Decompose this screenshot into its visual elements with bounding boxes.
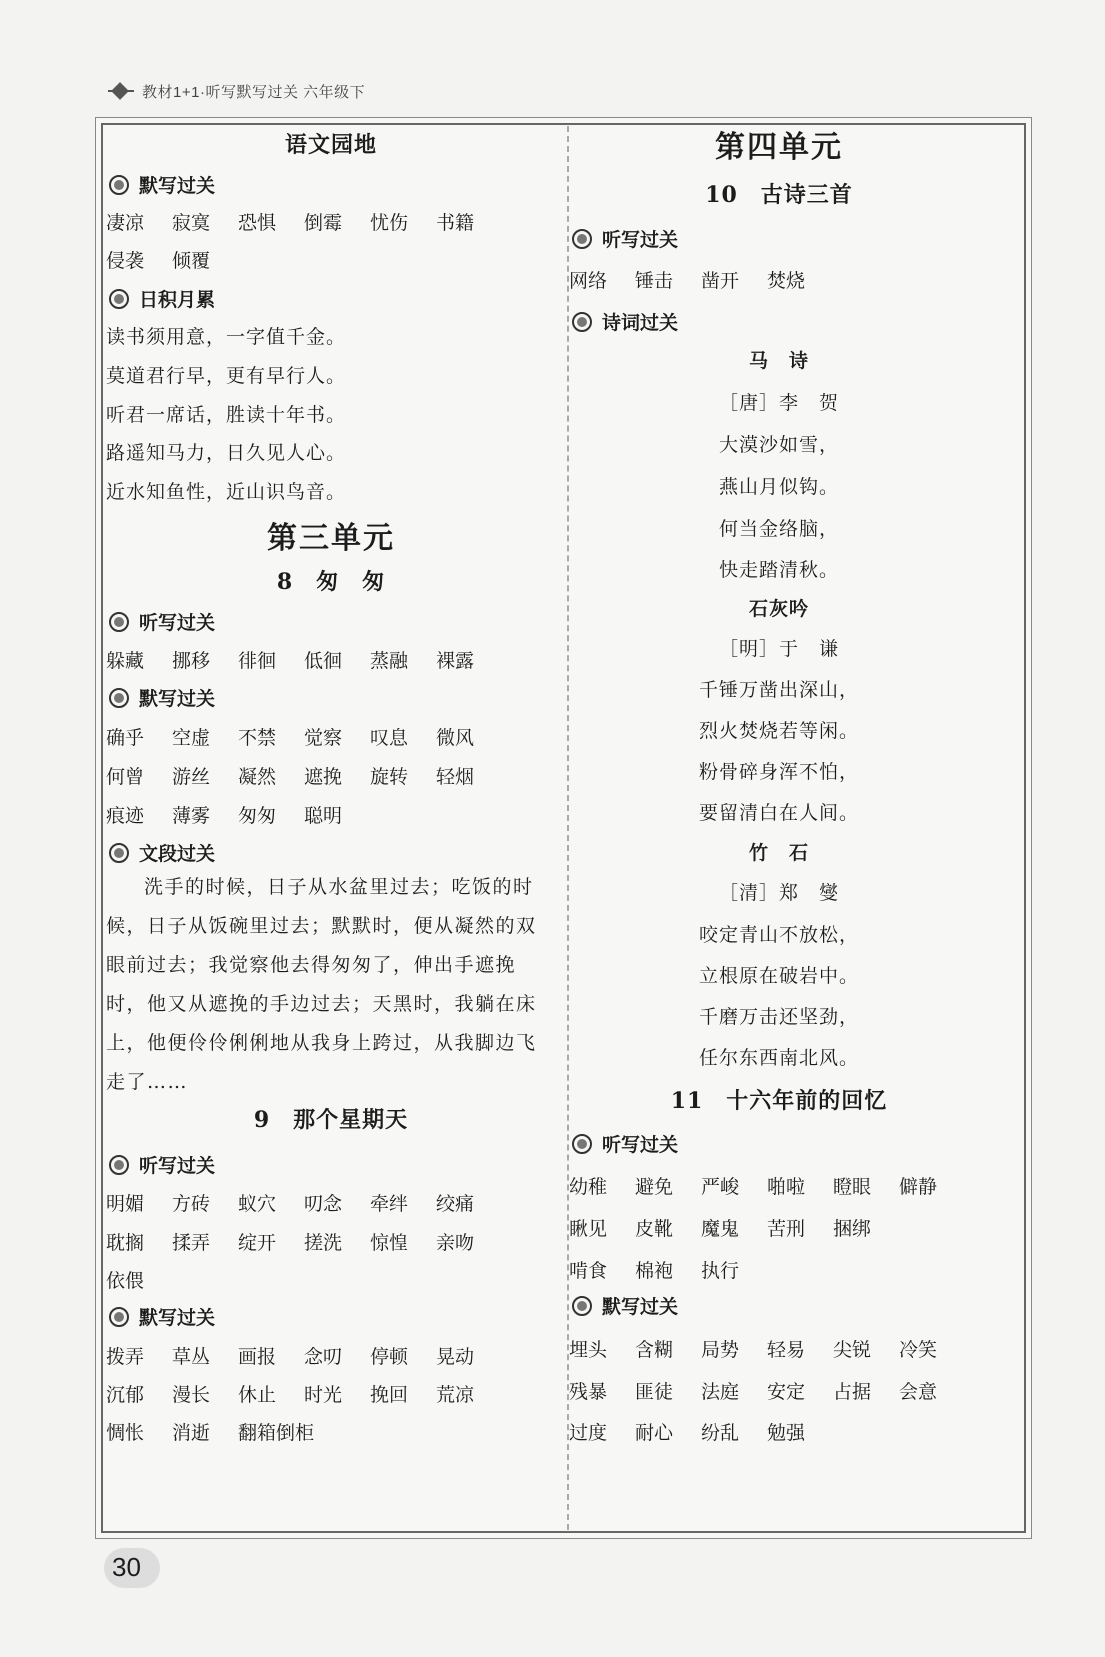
word-list: [106, 208, 556, 235]
vocab-word: 叹息: [370, 727, 409, 749]
heading-moxie: 默写过关: [109, 171, 215, 198]
vocab-word: 躲藏: [106, 650, 145, 672]
vocab-word: 绽开: [238, 1232, 277, 1254]
proverb-line: 近水知鱼性，近山识鸟音。: [106, 481, 347, 503]
poem-title: 竹 石: [748, 842, 809, 864]
word-list: [106, 723, 556, 750]
vocab-word: 冷笑: [899, 1339, 938, 1361]
poem-title: 石灰吟: [748, 598, 809, 620]
poem-author: ［明］于 谦: [718, 638, 839, 660]
vocab-word: 寂寞: [172, 212, 211, 234]
word-list: [106, 1380, 556, 1407]
vocab-word: 惆怅: [106, 1422, 145, 1444]
vocab-word: 空虚: [172, 727, 211, 749]
vocab-word: 法庭: [701, 1381, 740, 1403]
vocab-word: 消逝: [172, 1422, 211, 1444]
bullet-icon: [109, 1155, 129, 1175]
word-list: [569, 1214, 1019, 1241]
vocab-word: 轻易: [767, 1339, 806, 1361]
vocab-word: 耐心: [635, 1422, 674, 1444]
heading-moxie: 默写过关: [109, 684, 215, 711]
vocab-word: 瞅见: [569, 1218, 608, 1240]
poem-line: 任尔东西南北风。: [698, 1047, 859, 1069]
vocab-word: 埋头: [569, 1339, 608, 1361]
vocab-word: 轻烟: [436, 766, 475, 788]
bullet-icon: [109, 1307, 129, 1327]
vocab-word: 方砖: [172, 1193, 211, 1215]
word-list: [569, 1335, 1019, 1362]
word-list: [569, 266, 1019, 293]
word-list: [569, 1377, 1019, 1404]
vocab-word: 啪啦: [767, 1176, 806, 1198]
bullet-icon: [572, 229, 592, 249]
vocab-word: 纷乱: [701, 1422, 740, 1444]
passage: 洗手的时候，日子从水盆里过去；吃饭的时候，日子从饭碗里过去；默默时，便从凝然的双眼前过去；我觉察他去得匆匆了，伸出手遮挽时，他又从遮挽的手边过去；天黑时，我躺在床上，他便伶伶俐俐地从我身上跨过，从我脚边飞走了……: [106, 876, 537, 1093]
heading-tingxie: 听写过关: [572, 1130, 678, 1157]
vocab-word: 亲吻: [436, 1232, 475, 1254]
vocab-word: 安定: [767, 1381, 806, 1403]
vocab-word: 残暴: [569, 1381, 608, 1403]
lesson-title: 10 古诗三首: [705, 182, 853, 208]
vocab-word: 休止: [238, 1384, 277, 1406]
vocab-word: 觉察: [304, 727, 343, 749]
bullet-icon: [109, 175, 129, 195]
vocab-word: 惊惶: [370, 1232, 409, 1254]
poem-line: 何当金络脑，: [718, 518, 839, 540]
word-list: [569, 1172, 1019, 1199]
vocab-word: 避免: [635, 1176, 674, 1198]
word-list: [569, 1418, 1019, 1445]
heading-riji: 日积月累: [109, 285, 215, 312]
poem-line: 燕山月似钩。: [718, 476, 839, 498]
poem-line: 要留清白在人间。: [698, 802, 859, 824]
vocab-word: 严峻: [701, 1176, 740, 1198]
proverb-line: 听君一席话，胜读十年书。: [106, 404, 347, 426]
vocab-word: 痕迹: [106, 805, 145, 827]
word-list: [106, 1189, 556, 1216]
vocab-word: 停顿: [370, 1346, 409, 1368]
vocab-word: 挽回: [370, 1384, 409, 1406]
bullet-icon: [109, 843, 129, 863]
poem-line: 大漠沙如雪，: [718, 434, 839, 456]
vocab-word: 沉郁: [106, 1384, 145, 1406]
vocab-word: 遮挽: [304, 766, 343, 788]
heading-wenduan: 文段过关: [109, 839, 215, 866]
section-title-yuwen: 语文园地: [284, 132, 377, 158]
vocab-word: 时光: [304, 1384, 343, 1406]
vocab-word: 侵袭: [106, 250, 145, 272]
bullet-icon: [572, 1134, 592, 1154]
vocab-word: 搓洗: [304, 1232, 343, 1254]
poem-line: 千磨万击还坚劲，: [698, 1006, 859, 1028]
vocab-word: 啃食: [569, 1260, 608, 1282]
vocab-word: 倾覆: [172, 250, 211, 272]
vocab-word: 微风: [436, 727, 475, 749]
vocab-word: 挪移: [172, 650, 211, 672]
vocab-word: 恐惧: [238, 212, 277, 234]
vocab-word: 僻静: [899, 1176, 938, 1198]
vocab-word: 苦刑: [767, 1218, 806, 1240]
bullet-icon: [572, 1296, 592, 1316]
proverb-line: 读书须用意，一字值千金。: [106, 326, 347, 348]
vocab-word: 匪徒: [635, 1381, 674, 1403]
vocab-word: 明媚: [106, 1193, 145, 1215]
vocab-word: 幼稚: [569, 1176, 608, 1198]
vocab-word: 凄凉: [106, 212, 145, 234]
unit-title: 第四单元: [715, 130, 843, 165]
vocab-word: 叨念: [304, 1193, 343, 1215]
vocab-word: 依偎: [106, 1270, 145, 1292]
heading-tingxie: 听写过关: [109, 1151, 215, 1178]
vocab-word: 过度: [569, 1422, 608, 1444]
bullet-icon: [109, 289, 129, 309]
vocab-word: 蒸融: [370, 650, 409, 672]
unit-title: 第三单元: [267, 521, 395, 556]
poem-author: ［清］郑 燮: [718, 882, 839, 904]
proverb-line: 路遥知马力，日久见人心。: [106, 442, 347, 464]
vocab-word: 凝然: [238, 766, 277, 788]
word-list: [106, 801, 556, 828]
book-logo-icon: [108, 80, 134, 102]
vocab-word: 晃动: [436, 1346, 475, 1368]
vocab-word: 书籍: [436, 212, 475, 234]
vocab-word: 耽搁: [106, 1232, 145, 1254]
vocab-word: 漫长: [172, 1384, 211, 1406]
vocab-word: 会意: [899, 1381, 938, 1403]
vocab-word: 低徊: [304, 650, 343, 672]
vocab-word: 瞪眼: [833, 1176, 872, 1198]
vocab-word: 草丛: [172, 1346, 211, 1368]
word-list: [106, 1342, 556, 1369]
page-number: 30: [112, 1552, 141, 1582]
heading-tingxie: 听写过关: [109, 608, 215, 635]
vocab-word: 徘徊: [238, 650, 277, 672]
vocab-word: 占据: [833, 1381, 872, 1403]
word-list: [106, 1266, 556, 1293]
vocab-word: 不禁: [238, 727, 277, 749]
vocab-word: 拨弄: [106, 1346, 145, 1368]
vocab-word: 何曾: [106, 766, 145, 788]
vocab-word: 网络: [569, 270, 608, 292]
vocab-word: 尖锐: [833, 1339, 872, 1361]
heading-moxie: 默写过关: [572, 1292, 678, 1319]
heading-shici: 诗词过关: [572, 308, 678, 335]
vocab-word: 匆匆: [238, 805, 277, 827]
lesson-title: 11 十六年前的回忆: [670, 1088, 888, 1114]
vocab-word: 魔鬼: [701, 1218, 740, 1240]
poem-line: 快走踏清秋。: [718, 559, 839, 581]
proverb-line: 莫道君行早，更有早行人。: [106, 365, 347, 387]
bullet-icon: [109, 688, 129, 708]
poem-line: 粉骨碎身浑不怕，: [698, 761, 859, 783]
poem-line: 立根原在破岩中。: [698, 965, 859, 987]
lesson-title: 8 匆 匆: [276, 569, 386, 595]
vocab-word: 倒霉: [304, 212, 343, 234]
vocab-word: 聪明: [304, 805, 343, 827]
column-divider: [567, 126, 569, 1530]
vocab-word: 牵绊: [370, 1193, 409, 1215]
word-list: [106, 1418, 556, 1445]
header-title: 教材1+1·听写默写过关 六年级下: [142, 83, 366, 101]
vocab-word: 旋转: [370, 766, 409, 788]
vocab-word: 裸露: [436, 650, 475, 672]
vocab-word: 焚烧: [767, 270, 806, 292]
poem-title: 马 诗: [748, 350, 809, 372]
word-list: [106, 246, 556, 273]
bullet-icon: [572, 312, 592, 332]
word-list: [569, 1256, 1019, 1283]
vocab-word: 翻箱倒柜: [238, 1422, 315, 1444]
vocab-word: 忧伤: [370, 212, 409, 234]
vocab-word: 执行: [701, 1260, 740, 1282]
word-list: [106, 646, 556, 673]
vocab-word: 念叨: [304, 1346, 343, 1368]
vocab-word: 确乎: [106, 727, 145, 749]
heading-moxie: 默写过关: [109, 1303, 215, 1330]
bullet-icon: [109, 612, 129, 632]
vocab-word: 荒凉: [436, 1384, 475, 1406]
poem-line: 烈火焚烧若等闲。: [698, 720, 859, 742]
heading-tingxie: 听写过关: [572, 225, 678, 252]
vocab-word: 揉弄: [172, 1232, 211, 1254]
content-frame: [95, 117, 1032, 1539]
vocab-word: 画报: [238, 1346, 277, 1368]
page-header: [108, 78, 365, 104]
vocab-word: 含糊: [635, 1339, 674, 1361]
poem-author: ［唐］李 贺: [718, 392, 839, 414]
lesson-title: 9 那个星期天: [253, 1107, 409, 1133]
word-list: [106, 762, 556, 789]
vocab-word: 局势: [701, 1339, 740, 1361]
vocab-word: 锤击: [635, 270, 674, 292]
vocab-word: 棉袍: [635, 1260, 674, 1282]
vocab-word: 皮靴: [635, 1218, 674, 1240]
vocab-word: 凿开: [701, 270, 740, 292]
vocab-word: 薄雾: [172, 805, 211, 827]
vocab-word: 绞痛: [436, 1193, 475, 1215]
vocab-word: 勉强: [767, 1422, 806, 1444]
poem-line: 咬定青山不放松，: [698, 924, 859, 946]
vocab-word: 蚁穴: [238, 1193, 277, 1215]
vocab-word: 游丝: [172, 766, 211, 788]
word-list: [106, 1228, 556, 1255]
vocab-word: 捆绑: [833, 1218, 872, 1240]
poem-line: 千锤万凿出深山，: [698, 679, 859, 701]
